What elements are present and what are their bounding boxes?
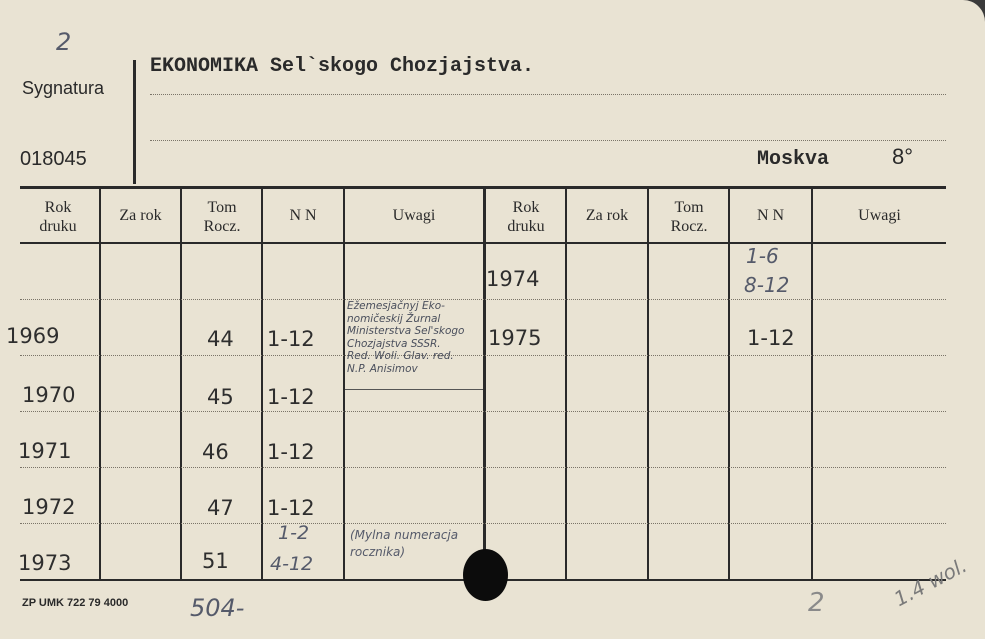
bottom-mark: 2: [808, 588, 825, 618]
title-dotline-2: [150, 140, 946, 141]
col-line: [261, 188, 263, 580]
header-tom-rocz: Tom Rocz.: [670, 199, 708, 235]
nn-cell-handwritten: 1-2: [278, 522, 310, 544]
tom-cell: 44: [207, 327, 234, 351]
signature-label: Sygnatura: [22, 78, 105, 98]
uwagi-note-line: N.P. Anisimov: [347, 362, 418, 375]
nn-cell: 1-12: [267, 385, 315, 409]
uwagi-note-line: (Mylna numeracja: [350, 528, 459, 542]
col-line: [180, 188, 182, 580]
rok-druku-cell: 1973: [18, 551, 72, 575]
format: 8°: [892, 144, 914, 169]
nn-cell-handwritten: 1-6: [746, 244, 779, 268]
col-line-middle: [483, 188, 486, 580]
uwagi-note-2: [350, 527, 458, 561]
place: Moskva: [757, 148, 830, 171]
rok-druku-cell: 1969: [6, 324, 60, 348]
printer-mark: ZP UMK 722 79 4000: [22, 597, 129, 609]
signature-number: 018045: [20, 148, 87, 170]
tom-cell: 51: [202, 549, 229, 573]
bottom-note: 504-: [190, 594, 245, 622]
col-line: [99, 188, 101, 580]
header-rok-druku: Rok druku: [507, 199, 545, 235]
header-uwagi: Uwagi: [392, 207, 436, 224]
col-line: [728, 188, 730, 580]
uwagi-note-line: nomičeskij Žurnal: [347, 312, 441, 325]
uwagi-note-line: Ministerstva Sel'skogo: [347, 325, 465, 337]
corner-mark: 2: [56, 28, 72, 56]
header-za-rok: Za rok: [119, 207, 162, 224]
header-uwagi: Uwagi: [858, 207, 901, 224]
uwagi-note-underline: [345, 389, 483, 390]
signature-divider: [133, 60, 136, 184]
rok-druku-cell: 1971: [18, 439, 72, 463]
uwagi-note: [347, 300, 464, 375]
row-dotline: [20, 299, 946, 300]
tom-cell: 47: [207, 496, 234, 520]
rok-druku-cell: 1972: [22, 495, 76, 519]
col-line: [647, 188, 649, 580]
header-za-rok: Za rok: [585, 207, 629, 224]
nn-cell-handwritten: 4-12: [270, 553, 314, 575]
col-line: [343, 188, 345, 580]
nn-cell: 1-12: [267, 327, 315, 351]
row-dotline: [20, 355, 946, 356]
rok-druku-cell: 1975: [488, 326, 542, 350]
header-nn: N N: [756, 207, 785, 224]
nn-cell: 1-12: [747, 326, 795, 350]
uwagi-note-line: Red. Woli. Glav. red.: [347, 350, 454, 362]
tom-cell: 45: [207, 385, 234, 409]
row-dotline: [20, 467, 946, 468]
punch-hole: [463, 549, 508, 601]
rok-druku-cell: 1974: [486, 267, 540, 291]
header-tom-rocz: Tom Rocz.: [203, 199, 241, 235]
rok-druku-cell: 1970: [22, 383, 76, 407]
uwagi-note-line: Chozjajstva SSSR.: [347, 337, 441, 350]
row-dotline: [20, 411, 946, 412]
nn-cell: 1-12: [267, 496, 315, 520]
uwagi-note-line: Ežemesjačnyj Eko-: [347, 300, 445, 312]
nn-cell-handwritten: 8-12: [744, 273, 790, 297]
col-line: [811, 188, 813, 580]
title: EKONOMIKA Sel`skogo Chozjajstva.: [150, 55, 535, 78]
tom-cell: 46: [202, 440, 229, 464]
header-rok-druku: Rok druku: [39, 199, 77, 235]
nn-cell: 1-12: [267, 440, 315, 464]
bottom-right-note: 1.4 wol.: [890, 553, 971, 612]
col-line: [565, 188, 567, 580]
header-nn: N N: [289, 207, 317, 224]
uwagi-note-line: rocznika): [350, 545, 406, 559]
row-dotline: [20, 523, 946, 524]
title-dotline-1: [150, 94, 946, 95]
